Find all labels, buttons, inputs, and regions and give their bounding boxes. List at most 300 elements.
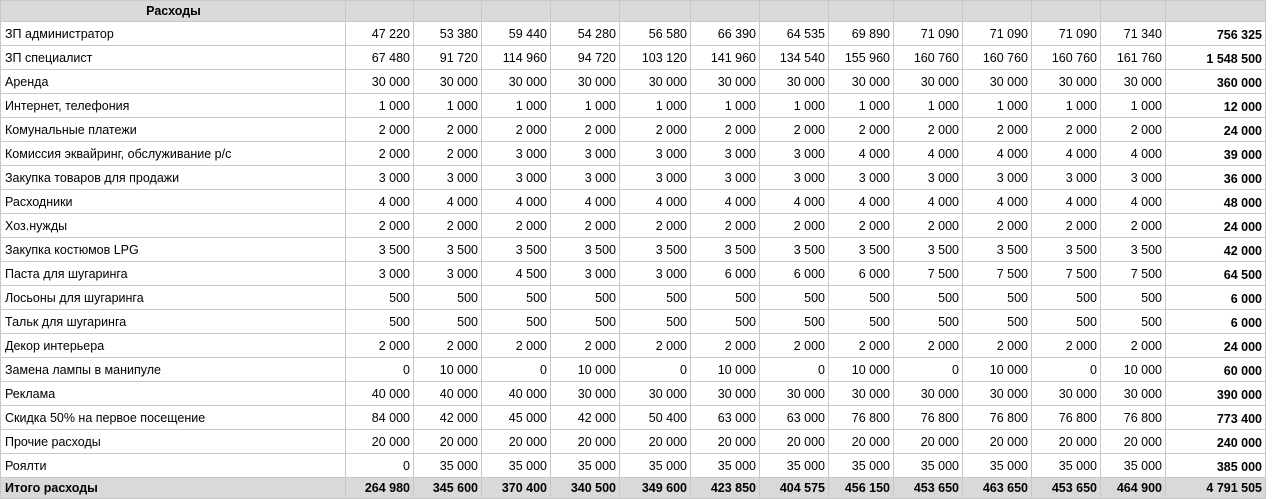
- row-label-cell[interactable]: Закупка товаров для продажи: [1, 166, 346, 190]
- value-cell[interactable]: 500: [1032, 310, 1101, 334]
- value-cell[interactable]: 3 500: [414, 238, 482, 262]
- value-cell[interactable]: 1 000: [346, 94, 414, 118]
- value-cell[interactable]: 2 000: [829, 118, 894, 142]
- total-value-cell[interactable]: 463 650: [963, 478, 1032, 499]
- value-cell[interactable]: 3 500: [691, 238, 760, 262]
- row-total-cell[interactable]: 12 000: [1166, 94, 1266, 118]
- total-value-cell[interactable]: 456 150: [829, 478, 894, 499]
- value-cell[interactable]: 160 760: [963, 46, 1032, 70]
- value-cell[interactable]: 500: [414, 286, 482, 310]
- value-cell[interactable]: 30 000: [963, 70, 1032, 94]
- value-cell[interactable]: 2 000: [346, 334, 414, 358]
- value-cell[interactable]: 4 000: [963, 190, 1032, 214]
- value-cell[interactable]: 2 000: [963, 334, 1032, 358]
- value-cell[interactable]: 10 000: [829, 358, 894, 382]
- value-cell[interactable]: 3 000: [1101, 166, 1166, 190]
- value-cell[interactable]: 500: [894, 286, 963, 310]
- value-cell[interactable]: 6 000: [760, 262, 829, 286]
- table-row: [1, 358, 1266, 382]
- value-cell[interactable]: 3 500: [894, 238, 963, 262]
- value-cell[interactable]: 2 000: [414, 214, 482, 238]
- value-cell[interactable]: 20 000: [963, 430, 1032, 454]
- value-cell[interactable]: 30 000: [760, 382, 829, 406]
- value-cell[interactable]: 10 000: [551, 358, 620, 382]
- value-cell[interactable]: 63 000: [760, 406, 829, 430]
- table-row: [1, 22, 1266, 46]
- value-cell[interactable]: 76 800: [894, 406, 963, 430]
- row-label-cell[interactable]: Тальк для шугаринга: [1, 310, 346, 334]
- value-cell[interactable]: 30 000: [1101, 70, 1166, 94]
- value-cell[interactable]: 2 000: [691, 334, 760, 358]
- value-cell[interactable]: 4 000: [1101, 190, 1166, 214]
- header-cell[interactable]: [551, 1, 620, 22]
- value-cell[interactable]: 3 500: [482, 238, 551, 262]
- value-cell[interactable]: 2 000: [760, 118, 829, 142]
- total-row: [1, 478, 1266, 499]
- row-total-cell[interactable]: 24 000: [1166, 334, 1266, 358]
- value-cell[interactable]: 10 000: [414, 358, 482, 382]
- row-total-cell[interactable]: 773 400: [1166, 406, 1266, 430]
- value-cell[interactable]: 2 000: [1101, 334, 1166, 358]
- value-cell[interactable]: 2 000: [620, 118, 691, 142]
- value-cell[interactable]: 0: [620, 358, 691, 382]
- value-cell[interactable]: 3 500: [620, 238, 691, 262]
- value-cell[interactable]: 500: [482, 310, 551, 334]
- value-cell[interactable]: 30 000: [894, 70, 963, 94]
- value-cell[interactable]: 2 000: [963, 214, 1032, 238]
- value-cell[interactable]: 2 000: [691, 214, 760, 238]
- value-cell[interactable]: 1 000: [829, 94, 894, 118]
- table-row: [1, 286, 1266, 310]
- value-cell[interactable]: 56 580: [620, 22, 691, 46]
- value-cell[interactable]: 4 000: [1032, 190, 1101, 214]
- value-cell[interactable]: 35 000: [894, 454, 963, 478]
- header-cell[interactable]: [894, 1, 963, 22]
- value-cell[interactable]: 35 000: [414, 454, 482, 478]
- value-cell[interactable]: 30 000: [894, 382, 963, 406]
- value-cell[interactable]: 66 390: [691, 22, 760, 46]
- total-value-cell[interactable]: 423 850: [691, 478, 760, 499]
- row-total-cell[interactable]: 24 000: [1166, 118, 1266, 142]
- value-cell[interactable]: 63 000: [691, 406, 760, 430]
- value-cell[interactable]: 71 340: [1101, 22, 1166, 46]
- value-cell[interactable]: 30 000: [620, 382, 691, 406]
- value-cell[interactable]: 3 000: [346, 262, 414, 286]
- value-cell[interactable]: 53 380: [414, 22, 482, 46]
- value-cell[interactable]: 2 000: [760, 334, 829, 358]
- value-cell[interactable]: 500: [829, 310, 894, 334]
- value-cell[interactable]: 3 000: [620, 166, 691, 190]
- total-value-cell[interactable]: 345 600: [414, 478, 482, 499]
- value-cell[interactable]: 4 000: [414, 190, 482, 214]
- value-cell[interactable]: 4 500: [482, 262, 551, 286]
- total-value-cell[interactable]: 464 900: [1101, 478, 1166, 499]
- value-cell[interactable]: 103 120: [620, 46, 691, 70]
- value-cell[interactable]: 2 000: [414, 334, 482, 358]
- value-cell[interactable]: 1 000: [1032, 94, 1101, 118]
- value-cell[interactable]: 1 000: [482, 94, 551, 118]
- value-cell[interactable]: 2 000: [894, 118, 963, 142]
- value-cell[interactable]: 0: [894, 358, 963, 382]
- value-cell[interactable]: 30 000: [691, 70, 760, 94]
- value-cell[interactable]: 3 000: [551, 166, 620, 190]
- value-cell[interactable]: 3 000: [482, 166, 551, 190]
- value-cell[interactable]: 35 000: [1101, 454, 1166, 478]
- row-total-cell[interactable]: 390 000: [1166, 382, 1266, 406]
- row-label-cell[interactable]: Паста для шугаринга: [1, 262, 346, 286]
- header-cell[interactable]: [1101, 1, 1166, 22]
- row-total-cell[interactable]: 240 000: [1166, 430, 1266, 454]
- value-cell[interactable]: 35 000: [620, 454, 691, 478]
- row-label-cell[interactable]: Декор интерьера: [1, 334, 346, 358]
- value-cell[interactable]: 1 000: [760, 94, 829, 118]
- value-cell[interactable]: 20 000: [346, 430, 414, 454]
- value-cell[interactable]: 160 760: [894, 46, 963, 70]
- value-cell[interactable]: 3 000: [963, 166, 1032, 190]
- value-cell[interactable]: 2 000: [829, 334, 894, 358]
- value-cell[interactable]: 2 000: [963, 118, 1032, 142]
- value-cell[interactable]: 20 000: [691, 430, 760, 454]
- row-label-cell[interactable]: Аренда: [1, 70, 346, 94]
- row-label-cell[interactable]: Скидка 50% на первое посещение: [1, 406, 346, 430]
- row-label-cell[interactable]: Роялти: [1, 454, 346, 478]
- value-cell[interactable]: 1 000: [894, 94, 963, 118]
- value-cell[interactable]: 2 000: [1101, 214, 1166, 238]
- value-cell[interactable]: 161 760: [1101, 46, 1166, 70]
- header-cell[interactable]: [346, 1, 414, 22]
- row-total-cell[interactable]: 36 000: [1166, 166, 1266, 190]
- total-value-cell[interactable]: 453 650: [1032, 478, 1101, 499]
- total-row-label[interactable]: Итого расходы: [1, 478, 346, 499]
- value-cell[interactable]: 30 000: [1101, 382, 1166, 406]
- value-cell[interactable]: 3 500: [1032, 238, 1101, 262]
- value-cell[interactable]: 2 000: [551, 334, 620, 358]
- row-label-cell[interactable]: Реклама: [1, 382, 346, 406]
- value-cell[interactable]: 500: [691, 286, 760, 310]
- value-cell[interactable]: 30 000: [620, 70, 691, 94]
- value-cell[interactable]: 3 500: [1101, 238, 1166, 262]
- value-cell[interactable]: 500: [1101, 286, 1166, 310]
- row-label-cell[interactable]: Лосьоны для шугаринга: [1, 286, 346, 310]
- value-cell[interactable]: 6 000: [691, 262, 760, 286]
- value-cell[interactable]: 35 000: [760, 454, 829, 478]
- value-cell[interactable]: 134 540: [760, 46, 829, 70]
- value-cell[interactable]: 64 535: [760, 22, 829, 46]
- row-total-cell[interactable]: 385 000: [1166, 454, 1266, 478]
- value-cell[interactable]: 59 440: [482, 22, 551, 46]
- value-cell[interactable]: 3 000: [414, 262, 482, 286]
- row-label-cell[interactable]: Прочие расходы: [1, 430, 346, 454]
- row-label-cell[interactable]: Хоз.нужды: [1, 214, 346, 238]
- value-cell[interactable]: 3 000: [691, 166, 760, 190]
- row-label-cell[interactable]: Интернет, телефония: [1, 94, 346, 118]
- value-cell[interactable]: 7 500: [1101, 262, 1166, 286]
- value-cell[interactable]: 76 800: [963, 406, 1032, 430]
- value-cell[interactable]: 30 000: [829, 382, 894, 406]
- value-cell[interactable]: 2 000: [346, 118, 414, 142]
- value-cell[interactable]: 2 000: [482, 214, 551, 238]
- value-cell[interactable]: 3 000: [829, 166, 894, 190]
- value-cell[interactable]: 1 000: [1101, 94, 1166, 118]
- value-cell[interactable]: 2 000: [1101, 118, 1166, 142]
- value-cell[interactable]: 500: [1101, 310, 1166, 334]
- value-cell[interactable]: 76 800: [1032, 406, 1101, 430]
- row-total-cell[interactable]: 48 000: [1166, 190, 1266, 214]
- value-cell[interactable]: 10 000: [691, 358, 760, 382]
- value-cell[interactable]: 69 890: [829, 22, 894, 46]
- value-cell[interactable]: 50 400: [620, 406, 691, 430]
- value-cell[interactable]: 500: [1032, 286, 1101, 310]
- value-cell[interactable]: 4 000: [963, 142, 1032, 166]
- header-cell[interactable]: [963, 1, 1032, 22]
- value-cell[interactable]: 2 000: [551, 118, 620, 142]
- value-cell[interactable]: 0: [760, 358, 829, 382]
- row-total-cell[interactable]: 360 000: [1166, 70, 1266, 94]
- row-total-cell[interactable]: 6 000: [1166, 286, 1266, 310]
- value-cell[interactable]: 6 000: [829, 262, 894, 286]
- row-label-cell[interactable]: Расходники: [1, 190, 346, 214]
- value-cell[interactable]: 40 000: [482, 382, 551, 406]
- total-value-cell[interactable]: 404 575: [760, 478, 829, 499]
- value-cell[interactable]: 40 000: [346, 382, 414, 406]
- value-cell[interactable]: 1 000: [414, 94, 482, 118]
- value-cell[interactable]: 40 000: [414, 382, 482, 406]
- value-cell[interactable]: 30 000: [1032, 70, 1101, 94]
- row-label-cell[interactable]: Комиссия эквайринг, обслуживание р/с: [1, 142, 346, 166]
- value-cell[interactable]: 500: [829, 286, 894, 310]
- value-cell[interactable]: 3 500: [829, 238, 894, 262]
- value-cell[interactable]: 4 000: [1032, 142, 1101, 166]
- value-cell[interactable]: 4 000: [760, 190, 829, 214]
- value-cell[interactable]: 3 000: [551, 142, 620, 166]
- value-cell[interactable]: 500: [963, 286, 1032, 310]
- value-cell[interactable]: 1 000: [691, 94, 760, 118]
- value-cell[interactable]: 20 000: [620, 430, 691, 454]
- value-cell[interactable]: 2 000: [620, 334, 691, 358]
- row-total-cell[interactable]: 64 500: [1166, 262, 1266, 286]
- value-cell[interactable]: 20 000: [894, 430, 963, 454]
- value-cell[interactable]: 71 090: [894, 22, 963, 46]
- value-cell[interactable]: 3 000: [414, 166, 482, 190]
- value-cell[interactable]: 35 000: [829, 454, 894, 478]
- value-cell[interactable]: 2 000: [620, 214, 691, 238]
- value-cell[interactable]: 500: [760, 310, 829, 334]
- value-cell[interactable]: 42 000: [551, 406, 620, 430]
- value-cell[interactable]: 500: [691, 310, 760, 334]
- sheet-title[interactable]: Расходы: [1, 1, 346, 22]
- row-total-cell[interactable]: 24 000: [1166, 214, 1266, 238]
- grand-total-cell[interactable]: 4 791 505: [1166, 478, 1266, 499]
- value-cell[interactable]: 4 000: [691, 190, 760, 214]
- value-cell[interactable]: 30 000: [1032, 382, 1101, 406]
- value-cell[interactable]: 141 960: [691, 46, 760, 70]
- value-cell[interactable]: 4 000: [829, 142, 894, 166]
- value-cell[interactable]: 160 760: [1032, 46, 1101, 70]
- value-cell[interactable]: 30 000: [691, 382, 760, 406]
- value-cell[interactable]: 500: [346, 310, 414, 334]
- value-cell[interactable]: 3 000: [760, 166, 829, 190]
- header-cell[interactable]: [1166, 1, 1266, 22]
- value-cell[interactable]: 20 000: [414, 430, 482, 454]
- header-cell[interactable]: [482, 1, 551, 22]
- row-label-cell[interactable]: ЗП специалист: [1, 46, 346, 70]
- header-cell[interactable]: [414, 1, 482, 22]
- value-cell[interactable]: 4 000: [346, 190, 414, 214]
- value-cell[interactable]: 2 000: [760, 214, 829, 238]
- value-cell[interactable]: 4 000: [894, 190, 963, 214]
- value-cell[interactable]: 2 000: [829, 214, 894, 238]
- value-cell[interactable]: 91 720: [414, 46, 482, 70]
- value-cell[interactable]: 4 000: [829, 190, 894, 214]
- value-cell[interactable]: 67 480: [346, 46, 414, 70]
- value-cell[interactable]: 4 000: [894, 142, 963, 166]
- table-row: [1, 70, 1266, 94]
- value-cell[interactable]: 20 000: [551, 430, 620, 454]
- value-cell[interactable]: 84 000: [346, 406, 414, 430]
- value-cell[interactable]: 35 000: [1032, 454, 1101, 478]
- value-cell[interactable]: 71 090: [963, 22, 1032, 46]
- value-cell[interactable]: 4 000: [482, 190, 551, 214]
- row-total-cell[interactable]: 6 000: [1166, 310, 1266, 334]
- row-total-cell[interactable]: 42 000: [1166, 238, 1266, 262]
- value-cell[interactable]: 30 000: [829, 70, 894, 94]
- row-label-cell[interactable]: ЗП администратор: [1, 22, 346, 46]
- value-cell[interactable]: 20 000: [760, 430, 829, 454]
- value-cell[interactable]: 2 000: [894, 334, 963, 358]
- total-value-cell[interactable]: 264 980: [346, 478, 414, 499]
- value-cell[interactable]: 3 000: [620, 262, 691, 286]
- row-label-cell[interactable]: Комунальные платежи: [1, 118, 346, 142]
- value-cell[interactable]: 4 000: [551, 190, 620, 214]
- header-cell[interactable]: [620, 1, 691, 22]
- value-cell[interactable]: 2 000: [414, 142, 482, 166]
- total-value-cell[interactable]: 349 600: [620, 478, 691, 499]
- value-cell[interactable]: 3 000: [760, 142, 829, 166]
- value-cell[interactable]: 20 000: [829, 430, 894, 454]
- value-cell[interactable]: 3 500: [963, 238, 1032, 262]
- row-label-cell[interactable]: Замена лампы в манипуле: [1, 358, 346, 382]
- value-cell[interactable]: 500: [894, 310, 963, 334]
- value-cell[interactable]: 0: [1032, 358, 1101, 382]
- value-cell[interactable]: 500: [760, 286, 829, 310]
- value-cell[interactable]: 7 500: [894, 262, 963, 286]
- value-cell[interactable]: 500: [551, 286, 620, 310]
- value-cell[interactable]: 2 000: [482, 334, 551, 358]
- value-cell[interactable]: 10 000: [1101, 358, 1166, 382]
- value-cell[interactable]: 30 000: [482, 70, 551, 94]
- value-cell[interactable]: 0: [482, 358, 551, 382]
- value-cell[interactable]: 2 000: [691, 118, 760, 142]
- value-cell[interactable]: 2 000: [551, 214, 620, 238]
- value-cell[interactable]: 3 000: [482, 142, 551, 166]
- value-cell[interactable]: 2 000: [414, 118, 482, 142]
- value-cell[interactable]: 54 280: [551, 22, 620, 46]
- value-cell[interactable]: 47 220: [346, 22, 414, 46]
- value-cell[interactable]: 2 000: [1032, 334, 1101, 358]
- value-cell[interactable]: 20 000: [1032, 430, 1101, 454]
- row-total-cell[interactable]: 60 000: [1166, 358, 1266, 382]
- row-total-cell[interactable]: 1 548 500: [1166, 46, 1266, 70]
- value-cell[interactable]: 500: [414, 310, 482, 334]
- value-cell[interactable]: 30 000: [760, 70, 829, 94]
- value-cell[interactable]: 1 000: [963, 94, 1032, 118]
- value-cell[interactable]: 30 000: [551, 70, 620, 94]
- header-row: [1, 1, 1266, 22]
- value-cell[interactable]: 2 000: [894, 214, 963, 238]
- value-cell[interactable]: 3 000: [620, 142, 691, 166]
- value-cell[interactable]: 500: [551, 310, 620, 334]
- value-cell[interactable]: 3 500: [551, 238, 620, 262]
- row-label-cell[interactable]: Закупка костюмов LPG: [1, 238, 346, 262]
- value-cell[interactable]: 20 000: [482, 430, 551, 454]
- value-cell[interactable]: 45 000: [482, 406, 551, 430]
- value-cell[interactable]: 30 000: [551, 382, 620, 406]
- value-cell[interactable]: 2 000: [1032, 214, 1101, 238]
- value-cell[interactable]: 94 720: [551, 46, 620, 70]
- value-cell[interactable]: 500: [620, 310, 691, 334]
- value-cell[interactable]: 7 500: [1032, 262, 1101, 286]
- value-cell[interactable]: 500: [620, 286, 691, 310]
- value-cell[interactable]: 2 000: [1032, 118, 1101, 142]
- header-cell[interactable]: [760, 1, 829, 22]
- value-cell[interactable]: 71 090: [1032, 22, 1101, 46]
- value-cell[interactable]: 35 000: [551, 454, 620, 478]
- value-cell[interactable]: 3 000: [691, 142, 760, 166]
- value-cell[interactable]: 7 500: [963, 262, 1032, 286]
- header-cell[interactable]: [829, 1, 894, 22]
- value-cell[interactable]: 2 000: [482, 118, 551, 142]
- value-cell[interactable]: 3 000: [894, 166, 963, 190]
- total-value-cell[interactable]: 370 400: [482, 478, 551, 499]
- value-cell[interactable]: 114 960: [482, 46, 551, 70]
- value-cell[interactable]: 2 000: [346, 214, 414, 238]
- value-cell[interactable]: 35 000: [963, 454, 1032, 478]
- value-cell[interactable]: 500: [963, 310, 1032, 334]
- value-cell[interactable]: 42 000: [414, 406, 482, 430]
- value-cell[interactable]: 30 000: [963, 382, 1032, 406]
- value-cell[interactable]: 3 000: [346, 166, 414, 190]
- value-cell[interactable]: 1 000: [551, 94, 620, 118]
- value-cell[interactable]: 0: [346, 358, 414, 382]
- value-cell[interactable]: 4 000: [620, 190, 691, 214]
- value-cell[interactable]: 10 000: [963, 358, 1032, 382]
- value-cell[interactable]: 500: [346, 286, 414, 310]
- value-cell[interactable]: 3 000: [1032, 166, 1101, 190]
- value-cell[interactable]: 500: [482, 286, 551, 310]
- value-cell[interactable]: 3 000: [551, 262, 620, 286]
- value-cell[interactable]: 20 000: [1101, 430, 1166, 454]
- total-value-cell[interactable]: 453 650: [894, 478, 963, 499]
- value-cell[interactable]: 30 000: [414, 70, 482, 94]
- value-cell[interactable]: 4 000: [1101, 142, 1166, 166]
- header-cell[interactable]: [691, 1, 760, 22]
- row-total-cell[interactable]: 39 000: [1166, 142, 1266, 166]
- total-value-cell[interactable]: 340 500: [551, 478, 620, 499]
- value-cell[interactable]: 30 000: [346, 70, 414, 94]
- value-cell[interactable]: 3 500: [346, 238, 414, 262]
- value-cell[interactable]: 76 800: [1101, 406, 1166, 430]
- header-cell[interactable]: [1032, 1, 1101, 22]
- value-cell[interactable]: 3 500: [760, 238, 829, 262]
- value-cell[interactable]: 2 000: [346, 142, 414, 166]
- value-cell[interactable]: 76 800: [829, 406, 894, 430]
- value-cell[interactable]: 35 000: [482, 454, 551, 478]
- value-cell[interactable]: 35 000: [691, 454, 760, 478]
- value-cell[interactable]: 0: [346, 454, 414, 478]
- value-cell[interactable]: 1 000: [620, 94, 691, 118]
- value-cell[interactable]: 155 960: [829, 46, 894, 70]
- row-total-cell[interactable]: 756 325: [1166, 22, 1266, 46]
